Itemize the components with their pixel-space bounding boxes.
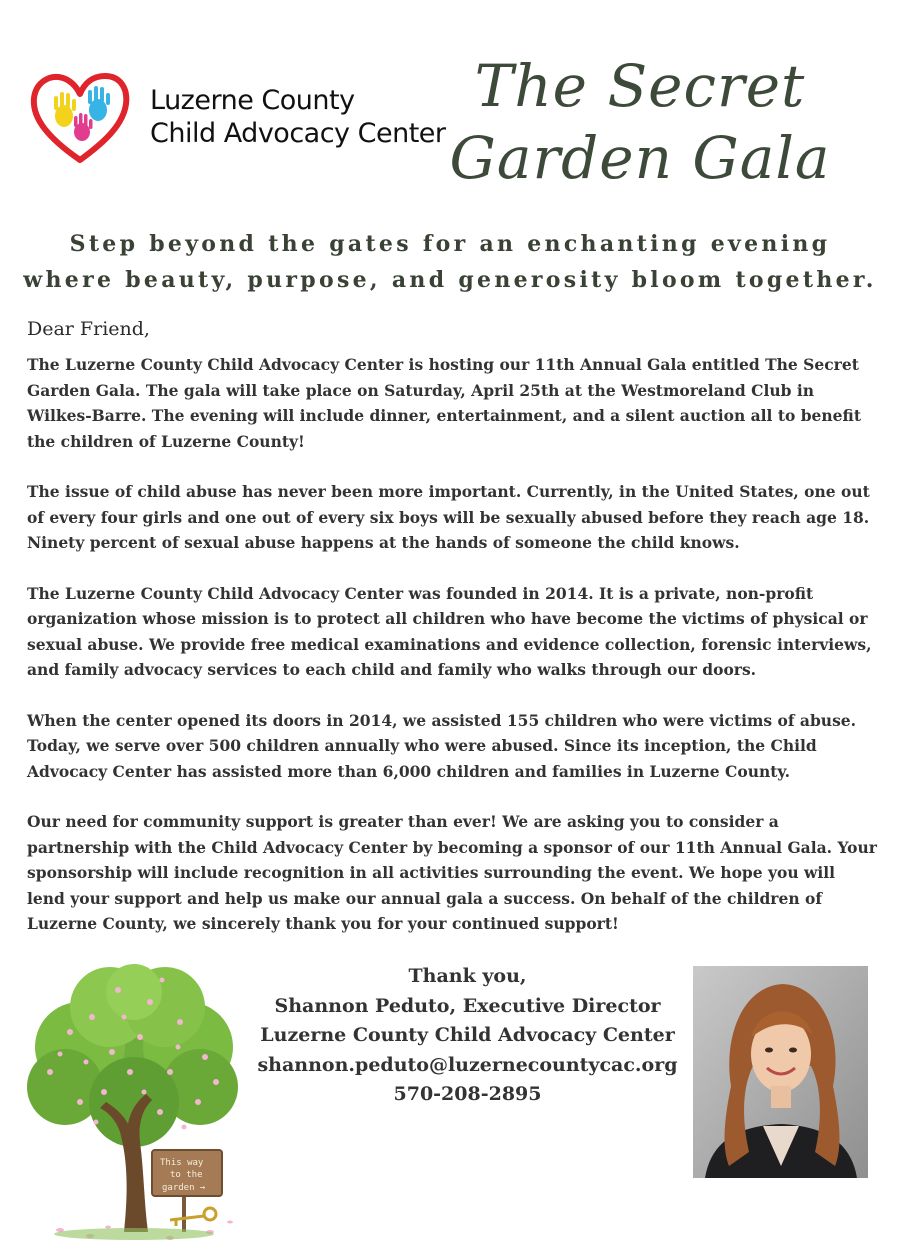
sign-line-1: This way: [160, 1158, 204, 1168]
closing: Thank you,: [408, 965, 527, 987]
letter-body: [27, 318, 877, 962]
logo-line-1: Luzerne County: [150, 85, 355, 116]
gala-title: [430, 50, 850, 194]
logo-line-2: Child Advocacy Center: [150, 118, 446, 149]
signer-email[interactable]: shannon.peduto@luzernecountycac.org: [257, 1053, 678, 1076]
logo-text: [150, 84, 446, 150]
gala-title-line-1: The Secret: [474, 52, 806, 120]
sign-line-2: to the: [170, 1170, 203, 1180]
heart-handprints-icon: [30, 72, 130, 164]
paragraph-impact: When the center opened its doors in 2014, we assisted 155 children who were victims of abuse. Today, we serve over 500 children annually who were abused. Since its inception, the Child Advocacy Center has assisted more than 6,000 children and families in Luzerne County.: [27, 710, 857, 781]
signer-phone: 570-208-2895: [393, 1083, 542, 1105]
tagline-line-1: Step beyond the gates for an enchanting evening: [69, 231, 831, 257]
key-icon: [170, 1208, 216, 1226]
paragraph-gala-announcement: The Luzerne County Child Advocacy Center is hosting our 11th Annual Gala entitled The Secret Garden Gala. The gala will take place on Saturday, April 25th at the Westmoreland Club in Wilkes-Barre. The evening will include dinner, entertainment, and a silent auction all to benefit the children of Luzerne County!: [27, 355, 861, 451]
signer-name: Shannon Peduto, Executive Director: [274, 994, 661, 1017]
paragraph-abuse-statistics: The issue of child abuse has never been more important. Currently, in the United States, one out of every four girls and one out of every six boys will be sexually abused before they reach age 18. Ninety percent of sexual abuse happens at the hands of someone the child knows.: [27, 482, 870, 552]
organization-logo: [30, 72, 446, 167]
signature-block: [250, 962, 685, 1110]
tagline-line-2: where beauty, purpose, and generosity bloom together.: [23, 267, 877, 293]
sign-line-3: garden →: [162, 1183, 206, 1193]
tagline: [10, 226, 890, 298]
paragraph-mission: The Luzerne County Child Advocacy Center was founded in 2014. It is a private, non-profit organization whose mission is to protect all children who have become the victims of physical or sexual abuse. We provide free medical examinations and evidence collection, forensic interviews, and family advocacy services to each child and family who walks through our doors.: [27, 583, 872, 679]
director-portrait-photo: [693, 966, 868, 1178]
gala-title-line-2: Garden Gala: [449, 124, 831, 192]
signer-organization: Luzerne County Child Advocacy Center: [260, 1024, 675, 1046]
paragraph-sponsorship-request: Our need for community support is greater than ever! We are asking you to consider a partnership with the Child Advocacy Center by becoming a sponsor of our 11th Annual Gala. Your sponsorship will include recognition in all activities surrounding the event. We hope you will lend your support and help us make our annual gala a success. On behalf of the children of Luzerne County, we sincerely thank you for your continued support!: [27, 812, 877, 933]
garden-tree-illustration: [20, 962, 248, 1247]
grass-base: [54, 1228, 214, 1240]
salutation: Dear Friend,: [27, 318, 150, 340]
